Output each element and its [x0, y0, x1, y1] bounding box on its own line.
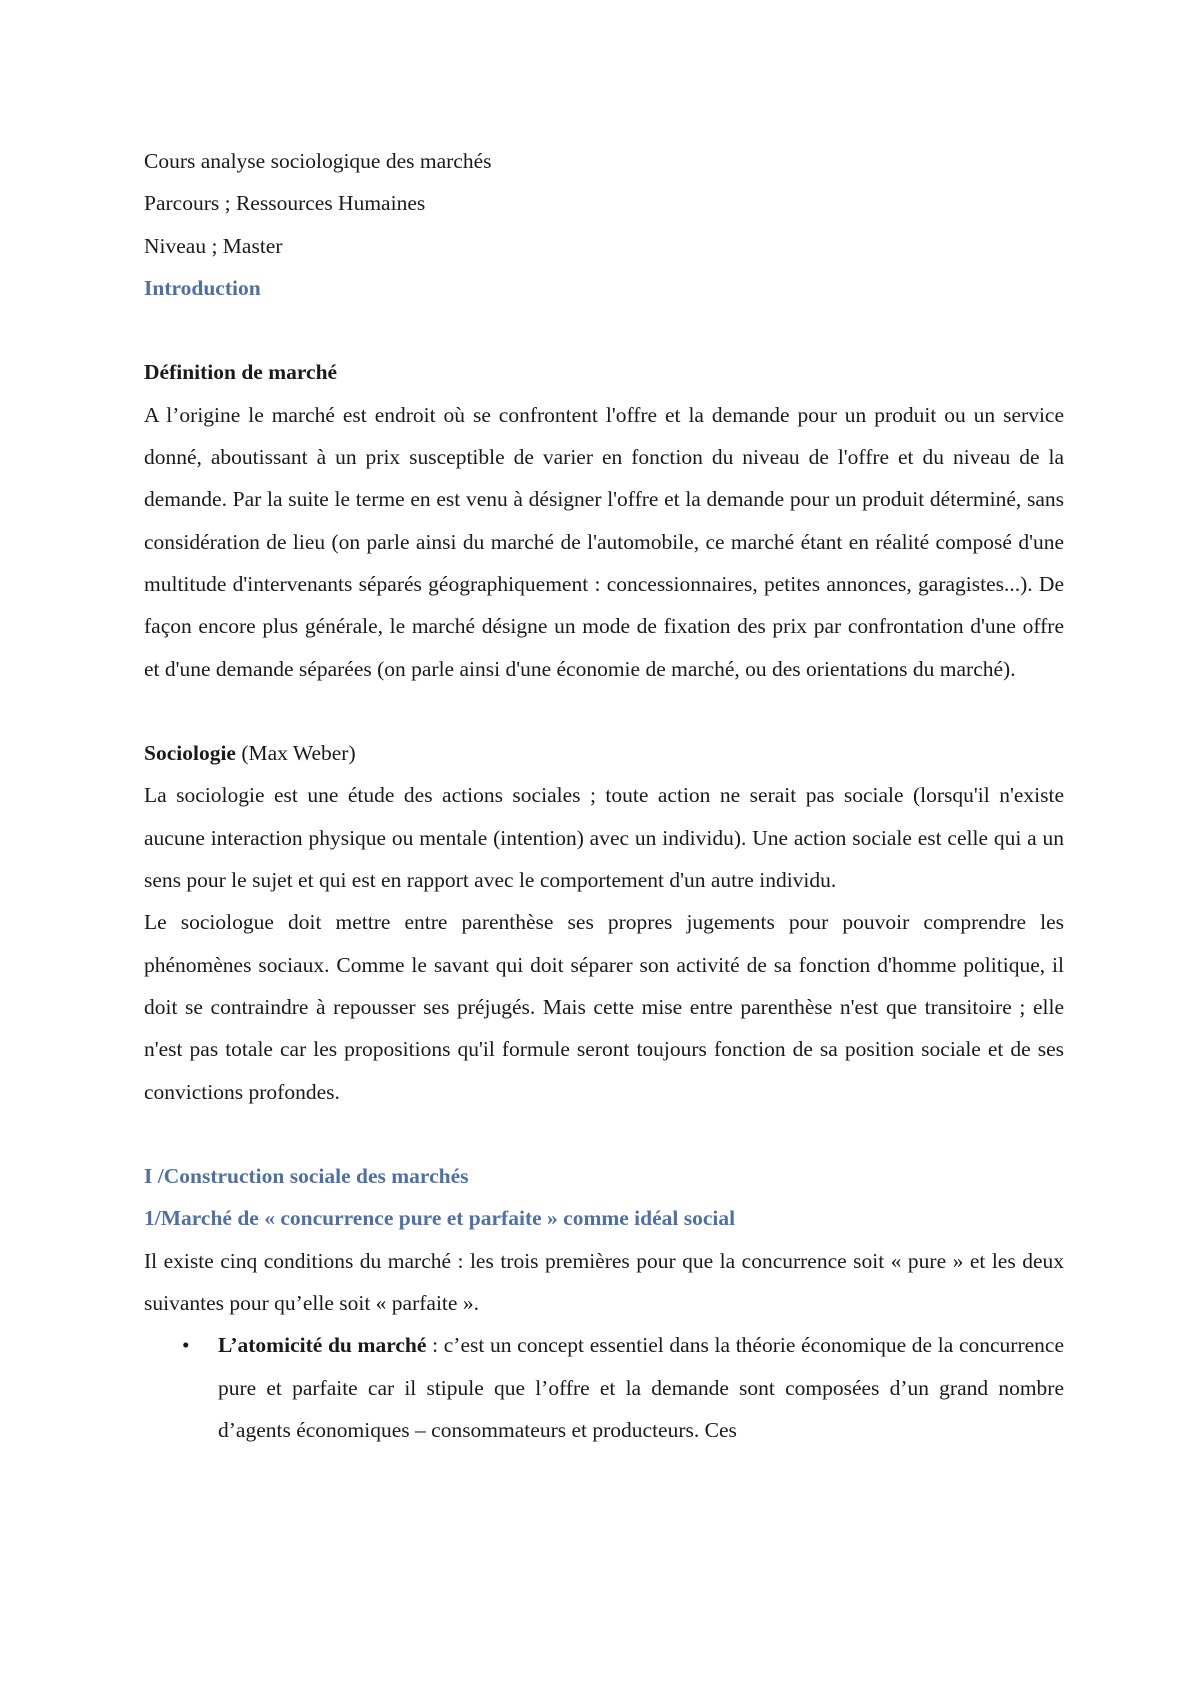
introduction-heading: Introduction [144, 275, 261, 300]
list-item-text: : c’est un concept essentiel dans la théorie économique de la concurrence pure et parfaite car il stipule que l’offre et la demande sont composées d’un grand nombre d’agents économiques – consommateurs et producteurs. Ces [218, 1333, 1065, 1442]
definition-heading: Définition de marché [144, 360, 338, 385]
spacer [144, 309, 1064, 351]
sociology-heading: Sociologie [144, 741, 236, 766]
section-intro-paragraph: Il existe cinq conditions du marché : les trois premières pour que la concurrence soit « pure » et les deux suivantes pour qu’elle soit « parfaite ». [144, 1248, 1064, 1316]
sociology-author: (Max Weber) [235, 741, 356, 766]
bullet-icon: • [182, 1333, 190, 1358]
spacer [144, 690, 1064, 732]
section-heading: I /Construction sociale des marchés [144, 1164, 469, 1189]
sociology-heading-line [144, 732, 1064, 774]
conditions-list [144, 1324, 1064, 1451]
course-title: Cours analyse sociologique des marchés [144, 149, 492, 173]
list-item-term: L’atomicité du marché [218, 1333, 427, 1358]
course-track: Parcours ; Ressources Humaines [144, 191, 426, 216]
subsection-heading: 1/Marché de « concurrence pure et parfaite » comme idéal social [144, 1206, 736, 1231]
list-item [144, 1324, 1064, 1451]
sociology-paragraph-2: Le sociologue doit mettre entre parenthèse ses propres jugements pour pouvoir comprendre les phénomènes sociaux. Comme le savant qui doit séparer son activité de sa fonction d'homme politique, il doit se contraindre à repousser ses préjugés. Mais cette mise entre parenthèse n'est que transitoire ; elle n'est pas totale car les propositions qu'il formule seront toujours fonction de sa position sociale et de ses convictions profondes. [144, 910, 1064, 1104]
sociology-paragraph-1: La sociologie est une étude des actions sociales ; toute action ne serait pas sociale (lorsqu'il n'existe aucune interaction physique ou mentale (intention) avec un individu). Une action sociale est celle qui a un sens pour le sujet et qui est en rapport avec le comportement d'un autre individu. [144, 783, 1064, 893]
spacer [144, 1113, 1064, 1155]
document-page [144, 140, 1064, 1451]
course-level: Niveau ; Master [144, 233, 283, 258]
definition-paragraph: A l’origine le marché est endroit où se confrontent l'offre et la demande pour un produit ou un service donné, aboutissant à un prix susceptible de varier en fonction du niveau de l'offre et du niveau de la demande. Par la suite le terme en est venu à désigner l'offre et la demande pour un produit déterminé, sans considération de lieu (on parle ainsi du marché de l'automobile, ce marché étant en réalité composé d'une multitude d'intervenants séparés géographiquement : concessionnaires, petites annonces, garagistes...). De façon encore plus générale, le marché désigne un mode de fixation des prix par confrontation d'une offre et d'une demande séparées (on parle ainsi d'une économie de marché, ou des orientations du marché). [144, 402, 1064, 681]
